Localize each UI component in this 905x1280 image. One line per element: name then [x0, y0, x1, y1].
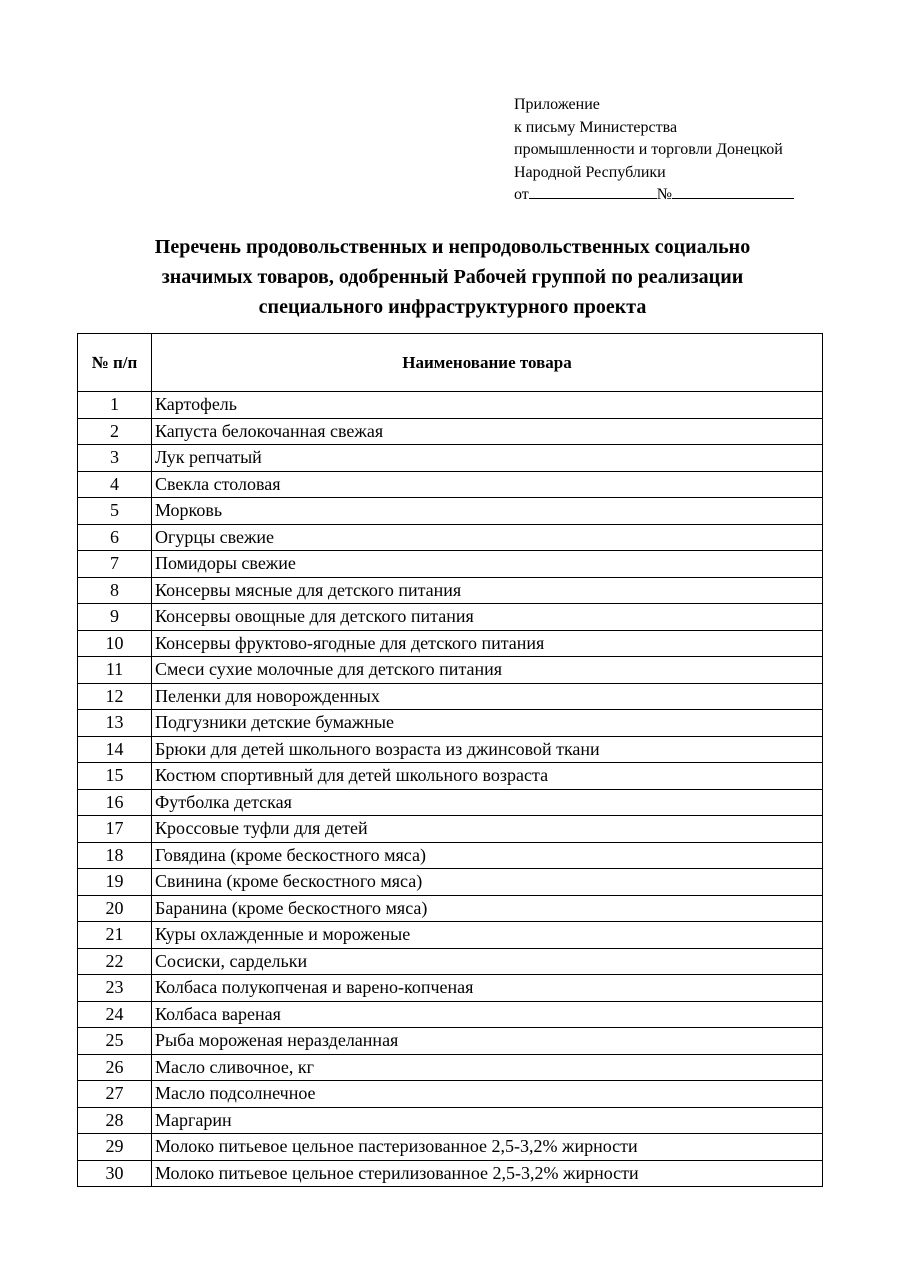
row-product-name: Футболка детская [152, 789, 823, 816]
table-row [78, 683, 823, 710]
row-product-name: Консервы фруктово-ягодные для детского питания [152, 630, 823, 657]
row-number: 8 [78, 577, 152, 604]
table-row [78, 710, 823, 737]
row-number: 13 [78, 710, 152, 737]
table-row [78, 1054, 823, 1081]
row-product-name: Свинина (кроме бескостного мяса) [152, 869, 823, 896]
table-row [78, 1134, 823, 1161]
row-number: 19 [78, 869, 152, 896]
row-number: 3 [78, 445, 152, 472]
table-row [78, 604, 823, 631]
row-product-name: Подгузники детские бумажные [152, 710, 823, 737]
table-row [78, 736, 823, 763]
title-line: значимых товаров, одобренный Рабочей группой по реализации [161, 266, 744, 288]
row-product-name: Масло сливочное, кг [152, 1054, 823, 1081]
row-number: 23 [78, 975, 152, 1002]
table-row [78, 524, 823, 551]
row-number: 20 [78, 895, 152, 922]
row-number: 21 [78, 922, 152, 949]
table-row [78, 842, 823, 869]
table-row [78, 948, 823, 975]
table-row [78, 657, 823, 684]
row-number: 12 [78, 683, 152, 710]
appendix-block [514, 94, 794, 207]
appendix-line: промышленности и торговли Донецкой [514, 141, 783, 158]
date-blank [529, 184, 657, 199]
table-row [78, 392, 823, 419]
row-number: 6 [78, 524, 152, 551]
title-line: специального инфраструктурного проекта [258, 296, 647, 318]
table-row [78, 551, 823, 578]
table-row [78, 1001, 823, 1028]
table-row [78, 895, 823, 922]
row-product-name: Лук репчатый [152, 445, 823, 472]
date-prefix: от [514, 186, 529, 203]
row-product-name: Капуста белокочанная свежая [152, 418, 823, 445]
table-row [78, 418, 823, 445]
row-number: 26 [78, 1054, 152, 1081]
table-row [78, 577, 823, 604]
row-number: 1 [78, 392, 152, 419]
table-row [78, 1028, 823, 1055]
row-number: 14 [78, 736, 152, 763]
number-blank [672, 184, 794, 199]
table-row [78, 630, 823, 657]
row-product-name: Морковь [152, 498, 823, 525]
table-row [78, 498, 823, 525]
goods-table [77, 333, 823, 1187]
row-number: 16 [78, 789, 152, 816]
row-number: 27 [78, 1081, 152, 1108]
row-number: 25 [78, 1028, 152, 1055]
row-number: 29 [78, 1134, 152, 1161]
table-row [78, 1081, 823, 1108]
row-number: 10 [78, 630, 152, 657]
row-product-name: Колбаса вареная [152, 1001, 823, 1028]
appendix-line: Приложение [514, 96, 600, 113]
row-product-name: Масло подсолнечное [152, 1081, 823, 1108]
appendix-line: к письму Министерства [514, 118, 678, 136]
row-number: 28 [78, 1107, 152, 1134]
header-number: № п/п [78, 334, 152, 392]
row-product-name: Молоко питьевое цельное пастеризованное 2,5-3,2% жирности [152, 1134, 823, 1161]
number-sign: № [656, 186, 673, 203]
row-number: 24 [78, 1001, 152, 1028]
row-number: 9 [78, 604, 152, 631]
table-row [78, 869, 823, 896]
row-product-name: Помидоры свежие [152, 551, 823, 578]
row-product-name: Баранина (кроме бескостного мяса) [152, 895, 823, 922]
appendix-line: Народной Республики [514, 163, 666, 181]
row-product-name: Костюм спортивный для детей школьного возраста [152, 763, 823, 790]
table-row [78, 763, 823, 790]
row-product-name: Молоко питьевое цельное стерилизованное 2,5-3,2% жирности [152, 1160, 823, 1187]
row-number: 11 [78, 657, 152, 684]
row-product-name: Свекла столовая [152, 471, 823, 498]
row-number: 22 [78, 948, 152, 975]
row-number: 7 [78, 551, 152, 578]
table-row [78, 922, 823, 949]
row-product-name: Колбаса полукопченая и варено-копченая [152, 975, 823, 1002]
date-number-line [514, 184, 794, 207]
row-product-name: Брюки для детей школьного возраста из джинсовой ткани [152, 736, 823, 763]
row-product-name: Сосиски, сардельки [152, 948, 823, 975]
table-row [78, 445, 823, 472]
row-product-name: Пеленки для новорожденных [152, 683, 823, 710]
row-number: 5 [78, 498, 152, 525]
document-title [60, 232, 845, 322]
row-product-name: Рыба мороженая неразделанная [152, 1028, 823, 1055]
row-number: 18 [78, 842, 152, 869]
row-product-name: Смеси сухие молочные для детского питания [152, 657, 823, 684]
row-number: 17 [78, 816, 152, 843]
table-header-row [78, 334, 823, 392]
row-product-name: Огурцы свежие [152, 524, 823, 551]
row-number: 15 [78, 763, 152, 790]
row-product-name: Консервы овощные для детского питания [152, 604, 823, 631]
row-product-name: Маргарин [152, 1107, 823, 1134]
table-row [78, 816, 823, 843]
row-number: 4 [78, 471, 152, 498]
table-row [78, 789, 823, 816]
row-product-name: Говядина (кроме бескостного мяса) [152, 842, 823, 869]
title-line: Перечень продовольственных и непродовольственных социально [154, 236, 751, 258]
header-name: Наименование товара [152, 334, 823, 392]
table-row [78, 1160, 823, 1187]
row-product-name: Консервы мясные для детского питания [152, 577, 823, 604]
row-product-name: Кроссовые туфли для детей [152, 816, 823, 843]
row-number: 2 [78, 418, 152, 445]
table-row [78, 975, 823, 1002]
row-number: 30 [78, 1160, 152, 1187]
row-product-name: Картофель [152, 392, 823, 419]
row-product-name: Куры охлажденные и мороженые [152, 922, 823, 949]
table-row [78, 471, 823, 498]
table-row [78, 1107, 823, 1134]
